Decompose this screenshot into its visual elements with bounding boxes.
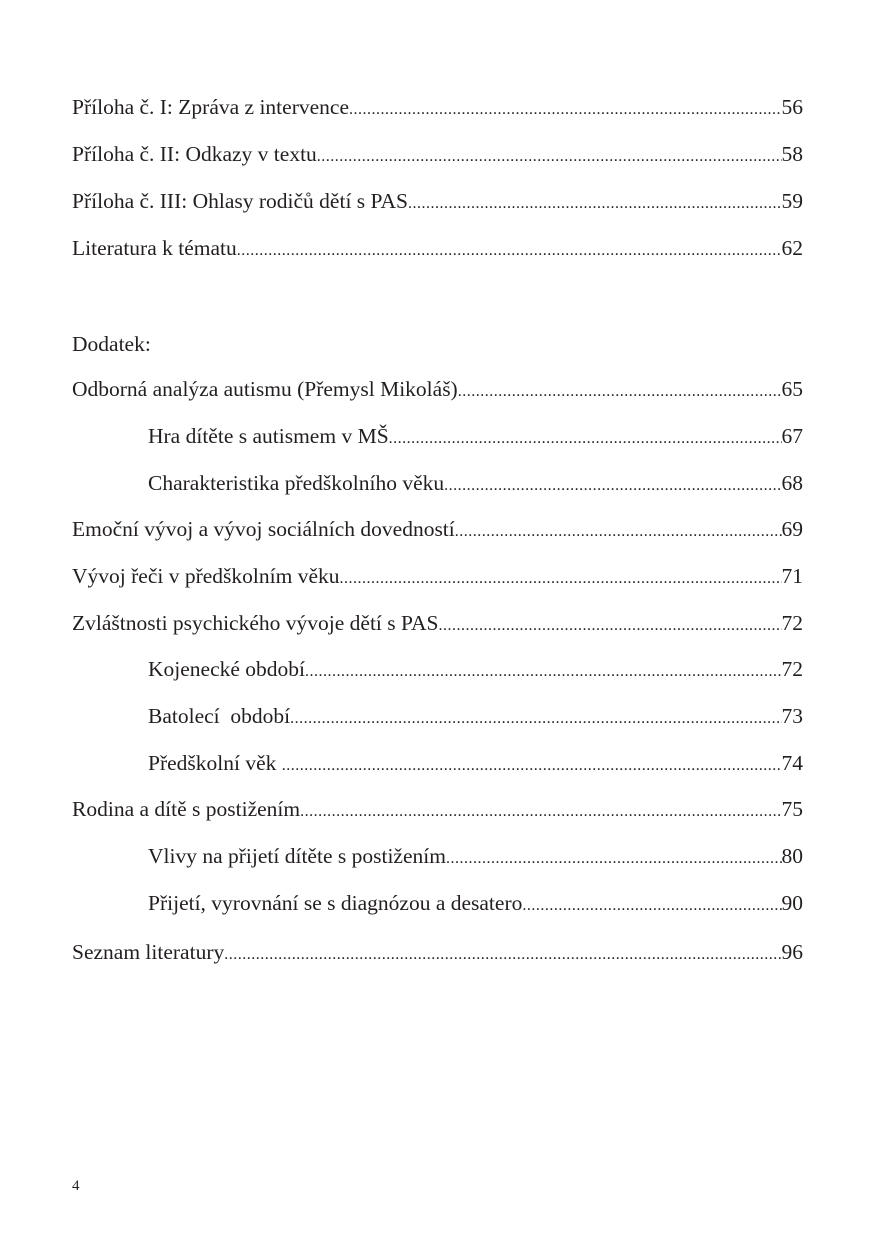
- toc-entry-title: Příloha č. III: Ohlasy rodičů dětí s PAS: [72, 189, 409, 213]
- toc-leader-dots: [224, 940, 781, 967]
- supplement-heading: Dodatek:: [72, 332, 151, 356]
- toc-entry-supplement-2[interactable]: [148, 421, 803, 451]
- toc-leader-dots: [522, 891, 781, 918]
- toc-entry-title: Batolecí období: [148, 704, 291, 728]
- toc-entry-supplement-13[interactable]: [72, 937, 803, 967]
- toc-entry-supplement-3[interactable]: [148, 468, 803, 498]
- toc-leader-dots: [290, 704, 781, 731]
- toc-entry-page: 56: [781, 95, 803, 119]
- toc-entry-title: Literatura k tématu: [72, 236, 237, 260]
- toc-leader-dots: [300, 797, 781, 824]
- toc-entry-supplement-12[interactable]: [148, 888, 803, 918]
- toc-leader-dots: [446, 844, 782, 871]
- toc-entry-title: Emoční vývoj a vývoj sociálních dovedností: [72, 517, 455, 541]
- toc-entry-title: Příloha č. I: Zpráva z intervence: [72, 95, 349, 119]
- toc-entry-page: 67: [781, 424, 803, 448]
- toc-leader-dots: [349, 95, 782, 122]
- toc-entry-supplement-6[interactable]: [72, 608, 803, 638]
- toc-leader-dots: [455, 517, 782, 544]
- toc-entry-page: 96: [781, 940, 803, 964]
- toc-entry-title: Přijetí, vyrovnání se s diagnózou a desatero: [148, 891, 523, 915]
- toc-entry-supplement-11[interactable]: [148, 841, 803, 871]
- toc-entry-literature-topic[interactable]: [72, 233, 803, 263]
- toc-entry-page: 74: [781, 751, 803, 775]
- toc-leader-dots: [408, 189, 781, 216]
- toc-entry-page: 62: [781, 236, 803, 260]
- toc-entry-page: 65: [781, 377, 803, 401]
- toc-entry-title: Odborná analýza autismu (Přemysl Mikoláš): [72, 377, 458, 401]
- toc-leader-dots: [237, 236, 782, 263]
- toc-entry-appendix-2[interactable]: [72, 139, 803, 169]
- toc-entry-page: 72: [781, 657, 803, 681]
- toc-entry-supplement-8[interactable]: [148, 701, 803, 731]
- toc-entry-title: Hra dítěte s autismem v MŠ: [148, 424, 389, 448]
- toc-entry-title: Seznam literatury: [72, 940, 225, 964]
- toc-entry-supplement-9[interactable]: [148, 748, 803, 778]
- toc-entry-page: 72: [781, 611, 803, 635]
- toc-entry-supplement-7[interactable]: [148, 654, 803, 684]
- toc-entry-supplement-4[interactable]: [72, 514, 803, 544]
- toc-entry-supplement-10[interactable]: [72, 794, 803, 824]
- toc-entry-supplement-5[interactable]: [72, 561, 803, 591]
- toc-entry-title: Zvláštnosti psychického vývoje dětí s PAS: [72, 611, 439, 635]
- toc-entry-supplement-1[interactable]: [72, 374, 803, 404]
- toc-entry-appendix-3[interactable]: [72, 186, 803, 216]
- page-number: 4: [72, 1178, 80, 1194]
- toc-entry-page: 69: [781, 517, 803, 541]
- toc-entry-title: Kojenecké období: [148, 657, 306, 681]
- toc-leader-dots: [444, 471, 781, 498]
- toc-leader-dots: [439, 611, 782, 638]
- toc-leader-dots: [340, 564, 782, 591]
- toc-entry-appendix-1[interactable]: [72, 92, 803, 122]
- toc-leader-dots: [305, 657, 781, 684]
- toc-entry-page: 73: [781, 704, 803, 728]
- toc-entry-title: Charakteristika předškolního věku: [148, 471, 445, 495]
- toc-entry-page: 90: [781, 891, 803, 915]
- toc-entry-title: Příloha č. II: Odkazy v textu: [72, 142, 317, 166]
- toc-entry-title: Vlivy na přijetí dítěte s postižením: [148, 844, 446, 868]
- toc-entry-page: 75: [781, 797, 803, 821]
- toc-entry-title: Vývoj řeči v předškolním věku: [72, 564, 340, 588]
- toc-entry-title: Rodina a dítě s postižením: [72, 797, 301, 821]
- toc-entry-title: Předškolní věk: [148, 751, 282, 775]
- toc-leader-dots: [458, 377, 782, 404]
- toc-leader-dots: [317, 142, 782, 169]
- toc-entry-page: 59: [781, 189, 803, 213]
- toc-leader-dots: [282, 751, 782, 778]
- toc-entry-page: 71: [781, 564, 803, 588]
- toc-entry-page: 68: [781, 471, 803, 495]
- toc-entry-page: 80: [781, 844, 803, 868]
- toc-leader-dots: [389, 424, 782, 451]
- toc-entry-page: 58: [781, 142, 803, 166]
